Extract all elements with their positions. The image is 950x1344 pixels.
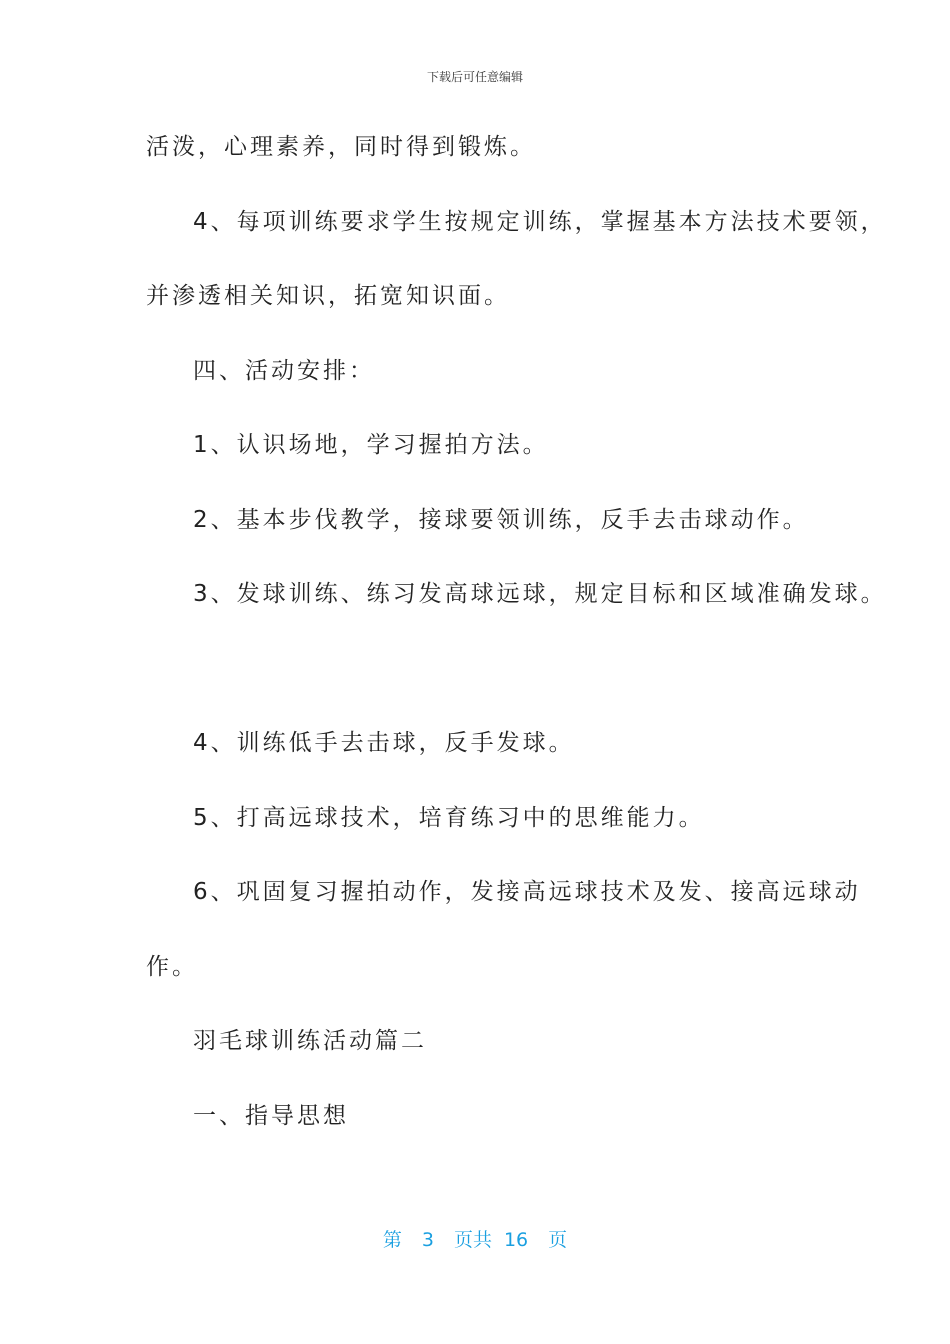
paragraph-line: 并渗透相关知识，拓宽知识面。 bbox=[146, 283, 510, 309]
list-item-continuation: 作。 bbox=[146, 954, 198, 980]
page-middle: 页共 bbox=[453, 1229, 492, 1251]
list-item: 2、基本步伐教学，接球要领训练，反手去击球动作。 bbox=[193, 507, 809, 533]
page-suffix: 页 bbox=[548, 1229, 568, 1251]
list-item: 6、巩固复习握拍动作，发接高远球技术及发、接高远球动 bbox=[193, 879, 861, 905]
page-footer bbox=[0, 1225, 950, 1252]
section-title: 羽毛球训练活动篇二 bbox=[193, 1028, 427, 1054]
list-item: 3、发球训练、练习发高球远球，规定目标和区域准确发球。 bbox=[193, 581, 887, 607]
list-item: 4、训练低手去击球，反手发球。 bbox=[193, 730, 575, 756]
list-item: 5、打高远球技术，培育练习中的思维能力。 bbox=[193, 805, 705, 831]
list-item: 1、认识场地，学习握拍方法。 bbox=[193, 432, 549, 458]
page-number: 3 bbox=[421, 1229, 434, 1251]
paragraph-line: 4、每项训练要求学生按规定训练，掌握基本方法技术要领， bbox=[193, 209, 887, 235]
header-note: 下载后可任意编辑 bbox=[426, 70, 523, 84]
section-heading: 一、指导思想 bbox=[193, 1103, 349, 1129]
page-total: 16 bbox=[503, 1229, 529, 1251]
page-prefix: 第 bbox=[382, 1229, 402, 1251]
paragraph-line: 活泼，心理素养，同时得到锻炼。 bbox=[146, 134, 536, 160]
section-heading: 四、活动安排： bbox=[193, 358, 375, 384]
